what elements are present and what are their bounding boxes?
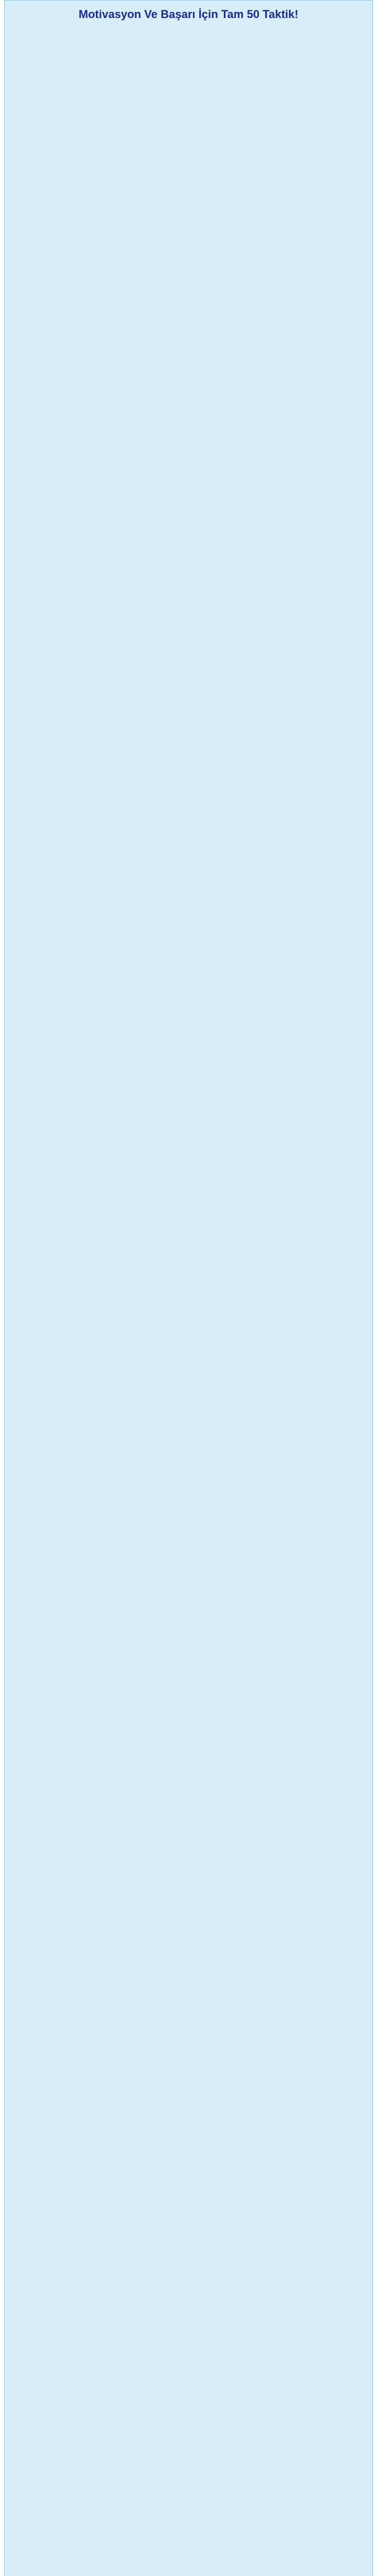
section-heading (12, 587, 365, 594)
section-body (12, 1124, 365, 1171)
section-body (12, 830, 365, 877)
section-body (12, 771, 365, 819)
section (12, 1879, 365, 1935)
section (12, 1938, 365, 1993)
section-heading (12, 1644, 365, 1651)
section-body (12, 1006, 365, 1054)
section (12, 411, 365, 466)
section-body (12, 1476, 365, 1523)
section-body (12, 2063, 365, 2111)
section-body (12, 478, 365, 525)
section (12, 1233, 365, 1289)
section (12, 1703, 365, 1758)
section-heading (12, 2349, 365, 2356)
section (12, 1057, 365, 1112)
section (12, 2525, 365, 2576)
section-body (12, 1652, 365, 1700)
section-heading (12, 2525, 365, 2532)
section-heading (12, 234, 365, 242)
section-heading (12, 822, 365, 829)
section-body (12, 1711, 365, 1758)
section-body (12, 1535, 365, 1582)
section (12, 1585, 365, 1641)
section-heading (12, 1820, 365, 1827)
section (12, 763, 365, 819)
section-body (12, 2240, 365, 2287)
section (12, 234, 365, 290)
section-body (12, 360, 365, 408)
section (12, 176, 365, 231)
section-heading (12, 352, 365, 359)
section-heading (12, 58, 365, 65)
section (12, 2408, 365, 2463)
section-heading (12, 1527, 365, 1534)
section-body (12, 1594, 365, 1641)
section-heading (12, 1996, 365, 2004)
section-heading (12, 293, 365, 300)
section-heading (12, 1174, 365, 1181)
section-heading (12, 2055, 365, 2062)
section (12, 2055, 365, 2111)
section-body (12, 1887, 365, 1935)
section-heading (12, 646, 365, 653)
section-heading (12, 1703, 365, 1710)
section-heading (12, 998, 365, 1005)
section-heading (12, 1938, 365, 1945)
section-heading (12, 1585, 365, 1592)
section (12, 1350, 365, 1406)
section-heading (12, 1468, 365, 1475)
section (12, 2173, 365, 2228)
section-heading (12, 2114, 365, 2121)
section-body (12, 1182, 365, 1230)
section-heading (12, 1057, 365, 1064)
section-body (12, 1770, 365, 1817)
section (12, 352, 365, 408)
section (12, 939, 365, 995)
section (12, 2290, 365, 2346)
section-body (12, 243, 365, 290)
section-body (12, 1241, 365, 1289)
section (12, 1292, 365, 1347)
section (12, 117, 365, 173)
section (12, 2466, 365, 2522)
section-body (12, 1946, 365, 1993)
section-body (12, 184, 365, 231)
section (12, 1468, 365, 1523)
section (12, 1996, 365, 2052)
section-heading (12, 411, 365, 418)
section (12, 998, 365, 1054)
section-heading (12, 880, 365, 888)
section-body (12, 1359, 365, 1406)
section (12, 1174, 365, 1230)
page-title: Motivasyon Ve Başarı İçin Tam 50 Taktik! (78, 8, 299, 21)
section-body (12, 1417, 365, 1465)
section (12, 1644, 365, 1700)
section-body (12, 2533, 365, 2576)
sections-list (12, 58, 365, 2576)
section-body (12, 595, 365, 642)
section (12, 58, 365, 114)
section (12, 2349, 365, 2404)
intro-paragraph (12, 24, 365, 55)
section-heading (12, 176, 365, 183)
section-heading (12, 763, 365, 770)
section-heading (12, 2231, 365, 2239)
section-body (12, 2122, 365, 2170)
section (12, 2114, 365, 2170)
section-body (12, 654, 365, 701)
section-body (12, 2181, 365, 2228)
section-heading (12, 939, 365, 946)
section (12, 822, 365, 877)
section (12, 646, 365, 701)
section-body (12, 2357, 365, 2404)
section (12, 1820, 365, 1876)
section-body (12, 66, 365, 114)
section (12, 1527, 365, 1582)
section-body (12, 419, 365, 466)
section (12, 2231, 365, 2287)
section (12, 528, 365, 584)
section-heading (12, 2290, 365, 2297)
section-heading (12, 117, 365, 124)
section-heading (12, 1233, 365, 1240)
section-body (12, 1300, 365, 1347)
article-page (4, 0, 373, 2576)
section-body (12, 713, 365, 760)
section-heading (12, 528, 365, 535)
section-body (12, 889, 365, 936)
section-heading (12, 1292, 365, 1299)
section (12, 704, 365, 760)
section (12, 469, 365, 525)
section (12, 1115, 365, 1171)
section-heading (12, 469, 365, 477)
section-heading (12, 2173, 365, 2180)
section-heading (12, 2466, 365, 2473)
section-body (12, 947, 365, 995)
section-heading (12, 2408, 365, 2415)
section-body (12, 125, 365, 173)
section-heading (12, 1350, 365, 1358)
section (12, 587, 365, 642)
section (12, 293, 365, 349)
section-body (12, 536, 365, 584)
section-body (12, 2298, 365, 2346)
section-body (12, 2416, 365, 2463)
section (12, 1761, 365, 1817)
section-heading (12, 1409, 365, 1416)
section-body (12, 2475, 365, 2522)
section (12, 1409, 365, 1465)
section-body (12, 301, 365, 349)
section-heading (12, 704, 365, 711)
section-heading (12, 1761, 365, 1769)
section-body (12, 1828, 365, 1876)
section-heading (12, 1879, 365, 1886)
section-body (12, 1065, 365, 1112)
section (12, 880, 365, 936)
section-body (12, 2005, 365, 2052)
section-heading (12, 1115, 365, 1123)
